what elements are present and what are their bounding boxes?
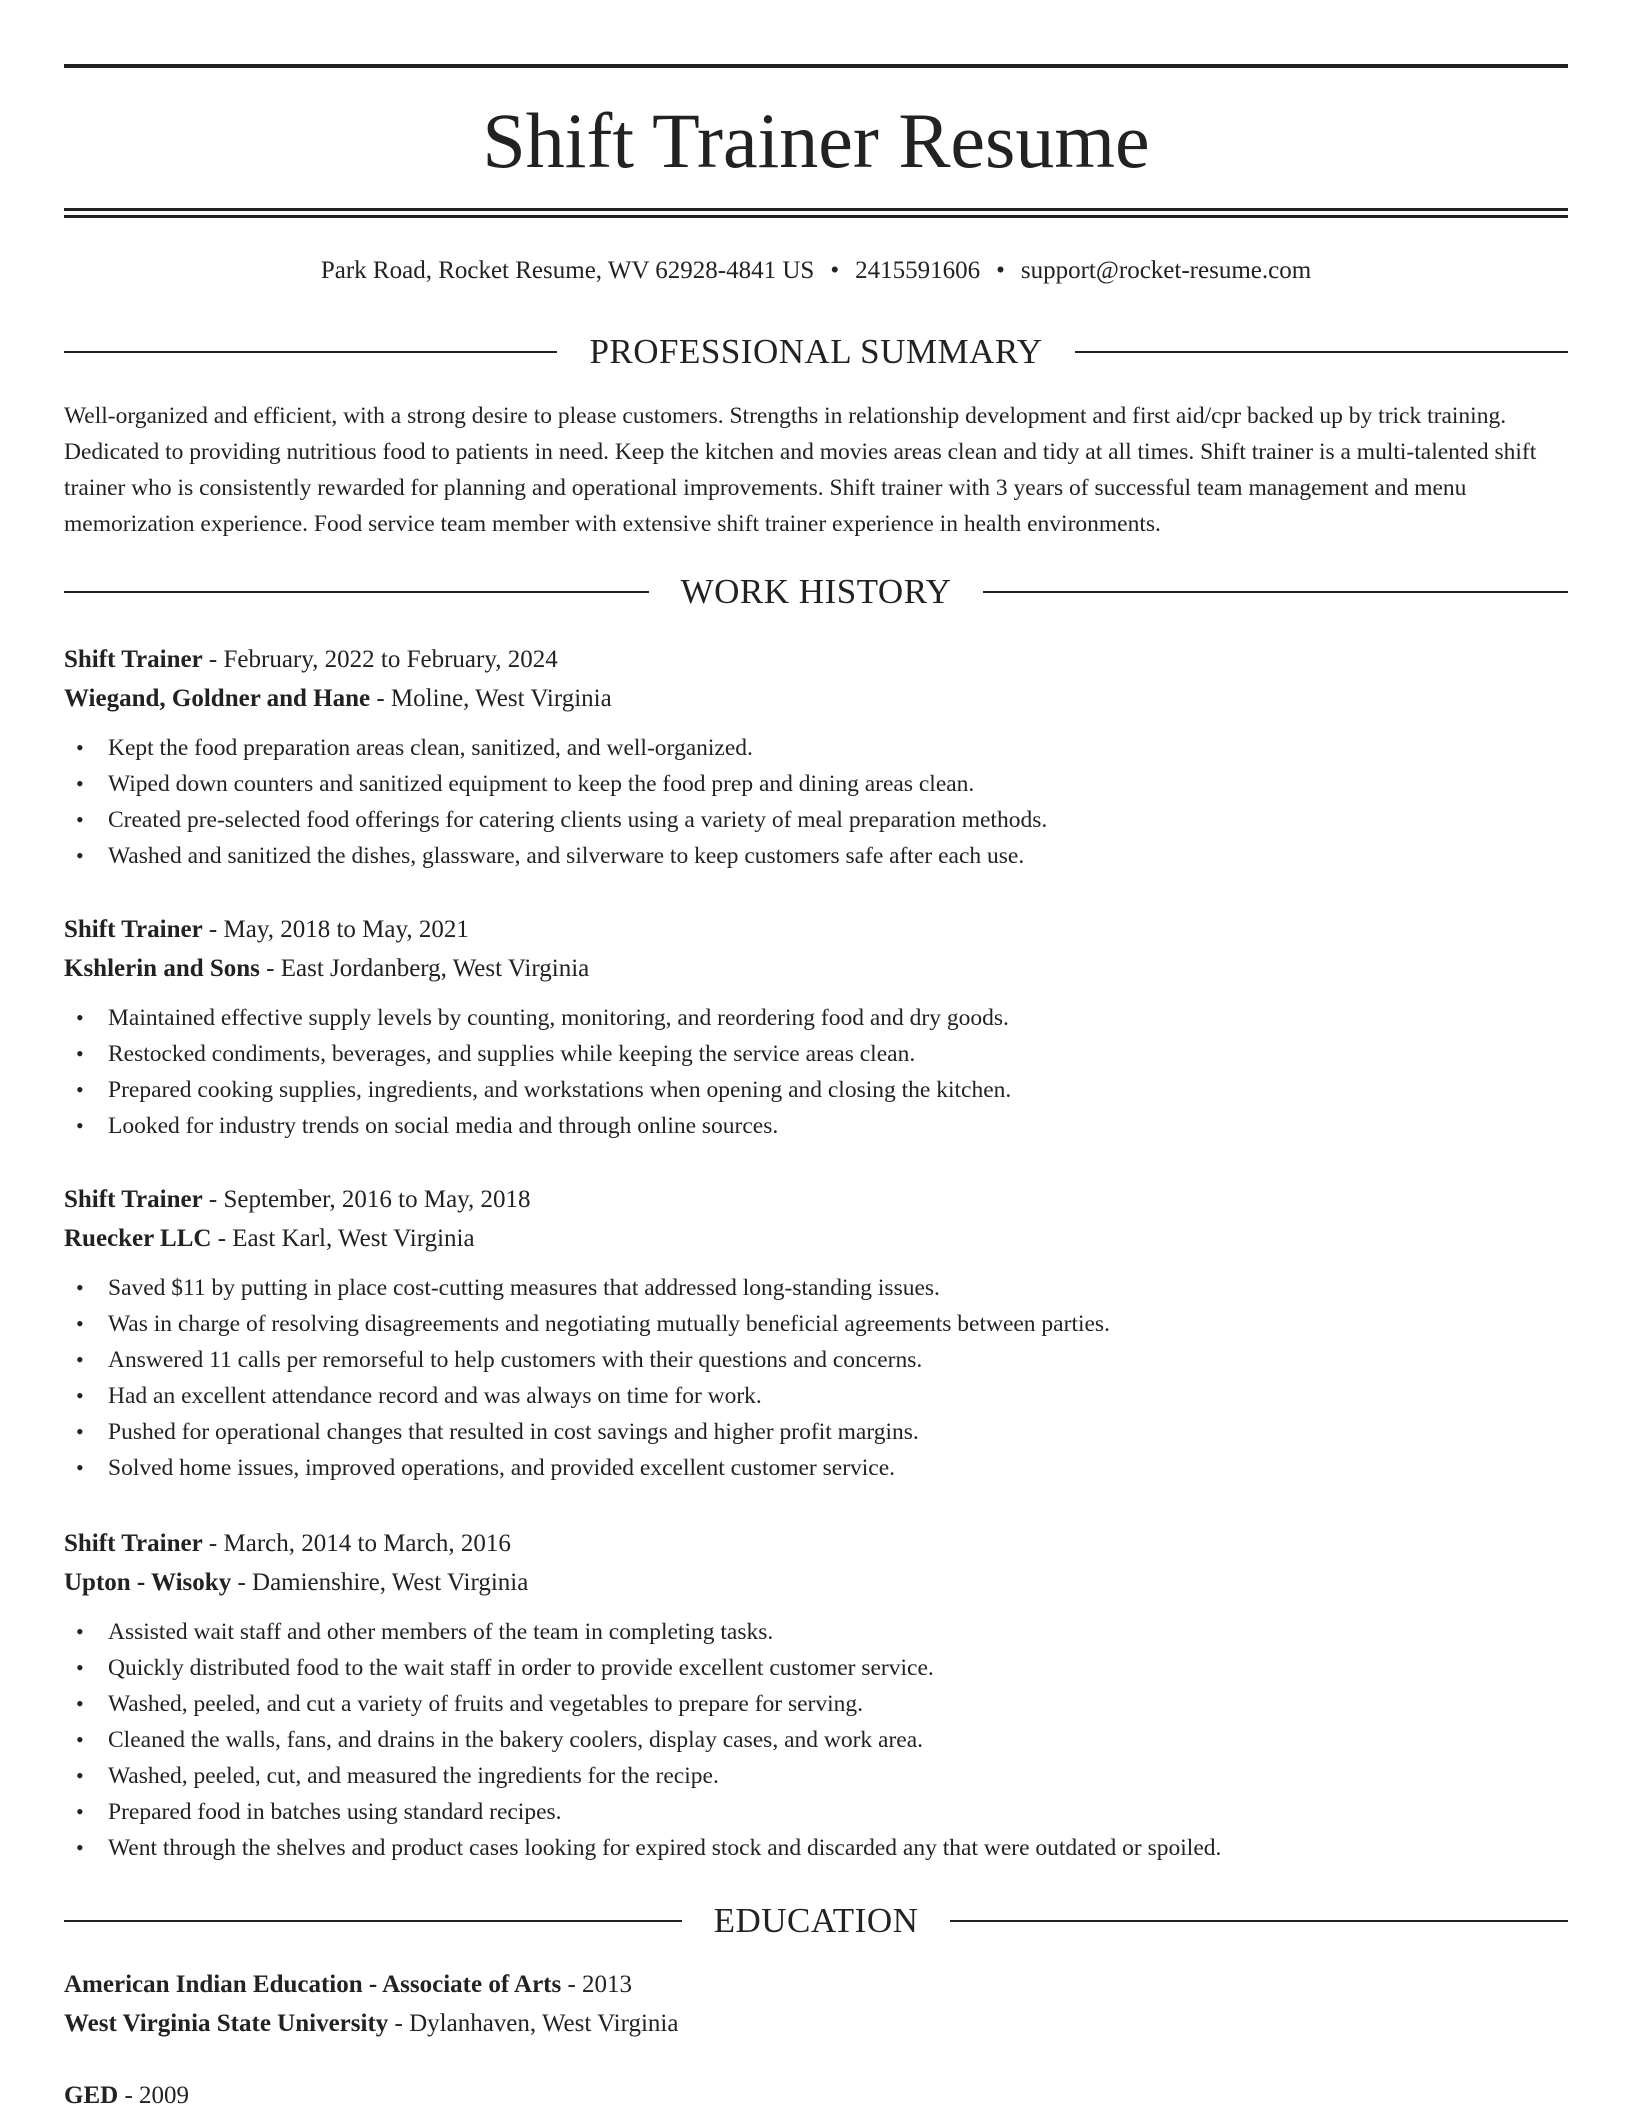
list-item: • Washed, peeled, cut, and measured the ingredients for the recipe. bbox=[64, 1758, 1568, 1794]
resume-title: Shift Trainer Resume bbox=[482, 97, 1150, 184]
heading-rule bbox=[983, 591, 1568, 593]
list-item: • Created pre-selected food offerings for catering clients using a variety of meal preparation methods. bbox=[64, 802, 1568, 838]
education-degree-line bbox=[64, 2076, 1568, 2115]
list-item: • Maintained effective supply levels by counting, monitoring, and reordering food and dry goods. bbox=[64, 1000, 1568, 1036]
job-entry bbox=[64, 910, 1568, 1144]
job-bullets bbox=[64, 1000, 1568, 1144]
education-year: - 2009 bbox=[118, 2082, 190, 2109]
education-degree-line bbox=[64, 1965, 1568, 2004]
list-item: • Wiped down counters and sanitized equipment to keep the food prep and dining areas clean. bbox=[64, 766, 1568, 802]
job-title-line bbox=[64, 1524, 1568, 1563]
section-heading-summary bbox=[64, 330, 1568, 374]
contact-separator: • bbox=[996, 257, 1005, 284]
job-location: - East Karl, West Virginia bbox=[211, 1225, 475, 1252]
title-double-rule bbox=[64, 208, 1568, 218]
job-company-line bbox=[64, 1219, 1568, 1258]
contact-address: Park Road, Rocket Resume, WV 62928-4841 US bbox=[320, 257, 815, 284]
contact-separator: • bbox=[830, 257, 840, 284]
list-item: • Answered 11 calls per remorseful to help customers with their questions and concerns. bbox=[64, 1342, 1568, 1378]
job-dates: - February, 2022 to February, 2024 bbox=[202, 646, 558, 673]
heading-rule bbox=[64, 1920, 682, 1922]
list-item: • Assisted wait staff and other members of the team in completing tasks. bbox=[64, 1614, 1568, 1650]
job-title-line bbox=[64, 910, 1568, 949]
list-item: • Quickly distributed food to the wait staff in order to provide excellent customer service. bbox=[64, 1650, 1568, 1686]
section-heading-education bbox=[64, 1899, 1568, 1943]
list-item: • Had an excellent attendance record and was always on time for work. bbox=[64, 1378, 1568, 1414]
list-item: • Prepared food in batches using standard recipes. bbox=[64, 1794, 1568, 1830]
education-entry bbox=[64, 1965, 1568, 2043]
list-item: • Cleaned the walls, fans, and drains in the bakery coolers, display cases, and work area. bbox=[64, 1722, 1568, 1758]
section-title: WORK HISTORY bbox=[680, 572, 952, 611]
job-title: Shift Trainer bbox=[64, 646, 203, 673]
job-company-line bbox=[64, 949, 1568, 988]
job-company: Ruecker LLC bbox=[64, 1225, 212, 1252]
job-company-line bbox=[64, 679, 1568, 718]
list-item: • Went through the shelves and product cases looking for expired stock and discarded any that were outdated or spoiled. bbox=[64, 1830, 1568, 1866]
job-title-line bbox=[64, 1180, 1568, 1219]
list-item: • Was in charge of resolving disagreements and negotiating mutually beneficial agreements between parties. bbox=[64, 1306, 1568, 1342]
job-dates: - May, 2018 to May, 2021 bbox=[202, 916, 469, 943]
job-dates: - September, 2016 to May, 2018 bbox=[202, 1186, 531, 1213]
job-bullets bbox=[64, 1614, 1568, 1866]
job-company: Wiegand, Goldner and Hane bbox=[64, 685, 371, 712]
education-school-line bbox=[64, 2004, 1568, 2043]
heading-rule bbox=[1075, 351, 1568, 353]
list-item: • Solved home issues, improved operations, and provided excellent customer service. bbox=[64, 1450, 1568, 1486]
list-item: • Washed, peeled, and cut a variety of fruits and vegetables to prepare for serving. bbox=[64, 1686, 1568, 1722]
job-title: Shift Trainer bbox=[64, 1186, 203, 1213]
job-entry bbox=[64, 1180, 1568, 1486]
education-degree: GED bbox=[64, 2082, 119, 2109]
list-item: • Restocked condiments, beverages, and supplies while keeping the service areas clean. bbox=[64, 1036, 1568, 1072]
heading-rule bbox=[64, 351, 557, 353]
list-item: • Looked for industry trends on social media and through online sources. bbox=[64, 1108, 1568, 1144]
list-item: • Kept the food preparation areas clean, sanitized, and well-organized. bbox=[64, 730, 1568, 766]
education-degree: American Indian Education - Associate of Arts bbox=[64, 1971, 562, 1998]
list-item: • Saved $11 by putting in place cost-cutting measures that addressed long-standing issues. bbox=[64, 1270, 1568, 1306]
heading-rule bbox=[64, 591, 649, 593]
job-title: Shift Trainer bbox=[64, 1530, 203, 1557]
job-title-line bbox=[64, 640, 1568, 679]
job-bullets bbox=[64, 1270, 1568, 1486]
job-location: - Damienshire, West Virginia bbox=[231, 1569, 529, 1596]
job-bullets bbox=[64, 730, 1568, 874]
education-year: - 2013 bbox=[561, 1971, 633, 1998]
job-company: Upton - Wisoky bbox=[64, 1569, 232, 1596]
job-title: Shift Trainer bbox=[64, 916, 203, 943]
heading-rule bbox=[950, 1920, 1568, 1922]
job-location: - Moline, West Virginia bbox=[370, 685, 612, 712]
list-item: • Prepared cooking supplies, ingredients, and workstations when opening and closing the kitchen. bbox=[64, 1072, 1568, 1108]
job-entry bbox=[64, 1524, 1568, 1866]
section-title: PROFESSIONAL SUMMARY bbox=[589, 332, 1043, 371]
summary-text: Well-organized and efficient, with a strong desire to please customers. Strengths in relationship development and first aid/cpr backed up by trick training. Dedicated to providing nutritious food to patients in need. Keep the kitchen and movies areas clean and tidy at all times. Shift trainer is a multi-talented shift trainer who is consistently rewarded for planning and operational improvements. Shift trainer with 3 years of successful team management and menu memorization experience. Food service team member with extensive shift trainer experience in health environments. bbox=[64, 403, 1537, 537]
job-company-line bbox=[64, 1563, 1568, 1602]
contact-line bbox=[64, 254, 1568, 288]
contact-email: support@rocket-resume.com bbox=[1020, 257, 1312, 284]
education-school: West Virginia State University bbox=[64, 2010, 389, 2037]
education-entry bbox=[64, 2076, 1568, 2115]
education-location: - Dylanhaven, West Virginia bbox=[388, 2010, 679, 2037]
job-company: Kshlerin and Sons bbox=[64, 955, 260, 982]
job-location: - East Jordanberg, West Virginia bbox=[259, 955, 590, 982]
job-entry bbox=[64, 640, 1568, 874]
job-dates: - March, 2014 to March, 2016 bbox=[202, 1530, 511, 1557]
section-heading-work bbox=[64, 570, 1568, 614]
contact-phone: 2415591606 bbox=[855, 257, 981, 284]
section-title: EDUCATION bbox=[713, 1901, 919, 1940]
list-item: • Washed and sanitized the dishes, glassware, and silverware to keep customers safe after each use. bbox=[64, 838, 1568, 874]
list-item: • Pushed for operational changes that resulted in cost savings and higher profit margins. bbox=[64, 1414, 1568, 1450]
top-rule bbox=[64, 64, 1568, 68]
